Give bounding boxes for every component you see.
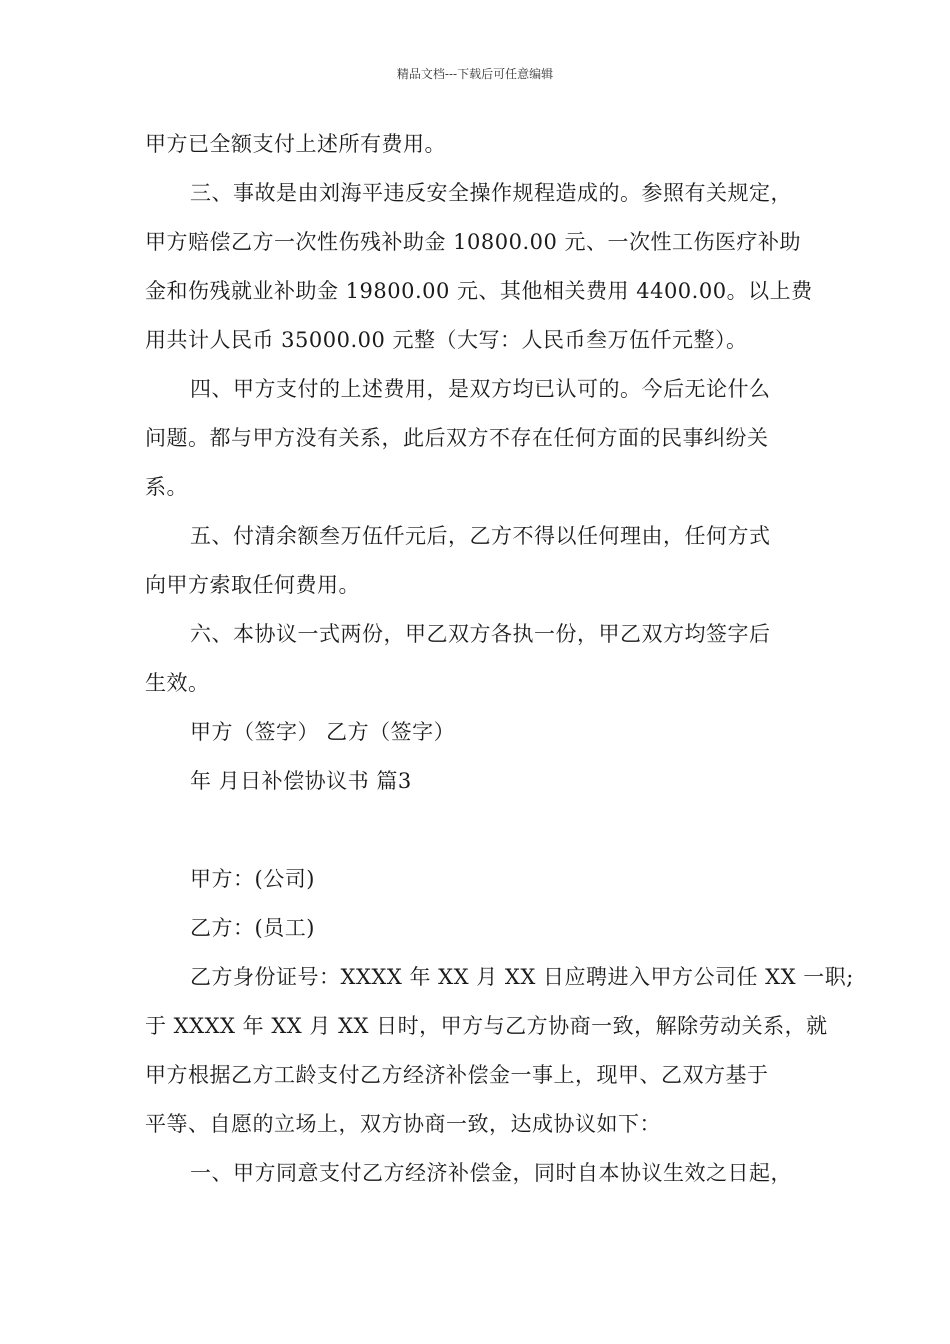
text-line: 四、甲方支付的上述费用，是双方均已认可的。今后无论什么	[190, 377, 771, 401]
text-line: 甲方赔偿乙方一次性伤残补助金 10800.00 元、一次性工伤医疗补助	[145, 230, 802, 254]
text-line: 于 XXXX 年 XX 月 XX 日时，甲方与乙方协商一致，解除劳动关系，就	[145, 1014, 828, 1038]
section-title: 年 月日补偿协议书 篇3	[190, 769, 412, 793]
party-a-line: 甲方：(公司)	[190, 867, 315, 891]
text-line: 生效。	[145, 671, 210, 695]
text-line: 用共计人民币 35000.00 元整（大写：人民币叁万伍仟元整）。	[145, 328, 748, 352]
party-b-line: 乙方：(员工)	[190, 916, 315, 940]
text-line: 系。	[145, 475, 188, 499]
document-body	[145, 130, 854, 1187]
text-line: 平等、自愿的立场上，双方协商一致，达成协议如下：	[145, 1112, 661, 1136]
text-line: 六、本协议一式两份，甲乙双方各执一份，甲乙双方均签字后	[190, 622, 771, 646]
text-line: 问题。都与甲方没有关系，此后双方不存在任何方面的民事纠纷关	[145, 426, 769, 450]
text-line: 甲方已全额支付上述所有费用。	[145, 132, 446, 156]
text-line: 金和伤残就业补助金 19800.00 元、其他相关费用 4400.00。以上费	[145, 279, 813, 303]
text-line: 三、事故是由刘海平违反安全操作规程造成的。参照有关规定，	[190, 181, 792, 205]
text-line: 五、付清余额叁万伍仟元后，乙方不得以任何理由，任何方式	[190, 524, 771, 548]
signature-line: 甲方（签字） 乙方（签字）	[190, 720, 456, 744]
text-line: 乙方身份证号：XXXX 年 XX 月 XX 日应聘进入甲方公司任 XX 一职;	[190, 965, 854, 989]
text-line: 甲方根据乙方工龄支付乙方经济补偿金一事上，现甲、乙双方基于	[145, 1063, 769, 1087]
text-line: 向甲方索取任何费用。	[145, 573, 360, 597]
text-line: 一、甲方同意支付乙方经济补偿金，同时自本协议生效之日起，	[190, 1161, 792, 1185]
page-header: 精品文档---下载后可任意编辑	[396, 67, 554, 81]
